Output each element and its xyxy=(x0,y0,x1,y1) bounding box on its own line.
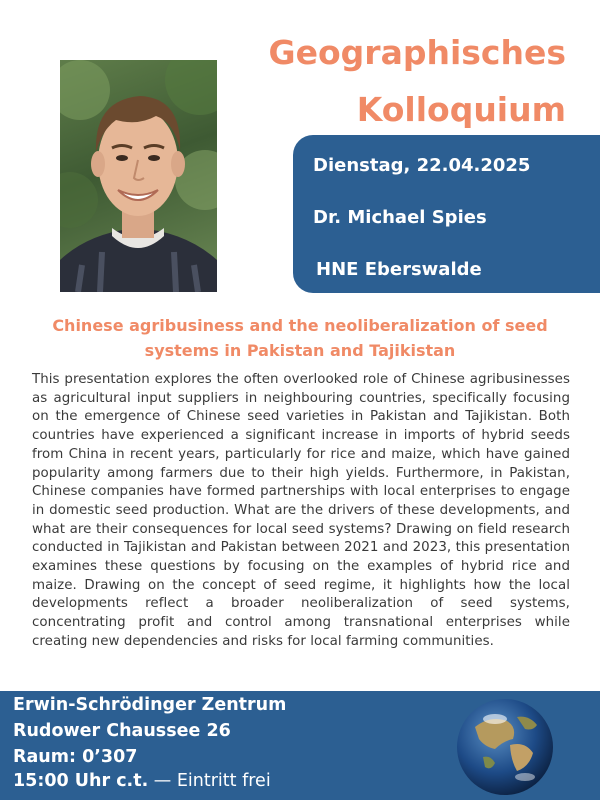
speaker-portrait-icon xyxy=(60,60,217,292)
venue-room: Raum: 0’307 xyxy=(13,747,138,767)
title-line-2: Kolloquium xyxy=(356,90,566,129)
venue-name: Erwin-Schrödinger Zentrum xyxy=(13,695,287,715)
title-line-1: Geographisches xyxy=(268,33,566,72)
talk-title: Chinese agribusiness and the neoliberalization of seed systems in Pakistan and Tajikistan xyxy=(52,316,548,360)
event-date: Dienstag, 22.04.2025 xyxy=(313,155,531,176)
speaker-photo xyxy=(60,60,217,292)
colloquium-title xyxy=(206,24,566,138)
venue-footer xyxy=(0,691,600,800)
event-time xyxy=(13,771,271,791)
talk-abstract: This presentation explores the often overlooked role of Chinese agribusinesses as agricultural input suppliers in neighbouring countries, specifically focusing on the emergence of Chinese seed varieties in Pakistan and Tajikistan. Both countries have experienced a significant increase in imports of hybrid seeds from China in recent years, particularly for rice and maize, which have gained popularity among farmers due to their high yields. Furthermore, in Pakistan, Chinese companies have formed partnerships with local enterprises to engage in domestic seed production. What are the drivers of these developments, and what are their consequences for local seed systems? Drawing on field research conducted in Tajikistan and Pakistan between 2021 and 2023, this presentation examines these questions by focusing on the examples of hybrid rice and maize. Drawing on the concept of seed regime, it highlights how the local developments reflect a broader neoliberalization of seed systems, concentrating profit and control among transnational enterprises while creating new dependencies and risks for local farming communities. xyxy=(32,372,570,649)
event-time-value: 15:00 Uhr c.t. xyxy=(13,771,149,791)
globe-icon xyxy=(455,697,555,797)
admission-note: — Eintritt frei xyxy=(148,771,271,791)
speaker-institution: HNE Eberswalde xyxy=(316,259,482,280)
event-info-box xyxy=(293,135,600,293)
venue-street: Rudower Chaussee 26 xyxy=(13,721,231,741)
speaker-name: Dr. Michael Spies xyxy=(313,207,487,228)
